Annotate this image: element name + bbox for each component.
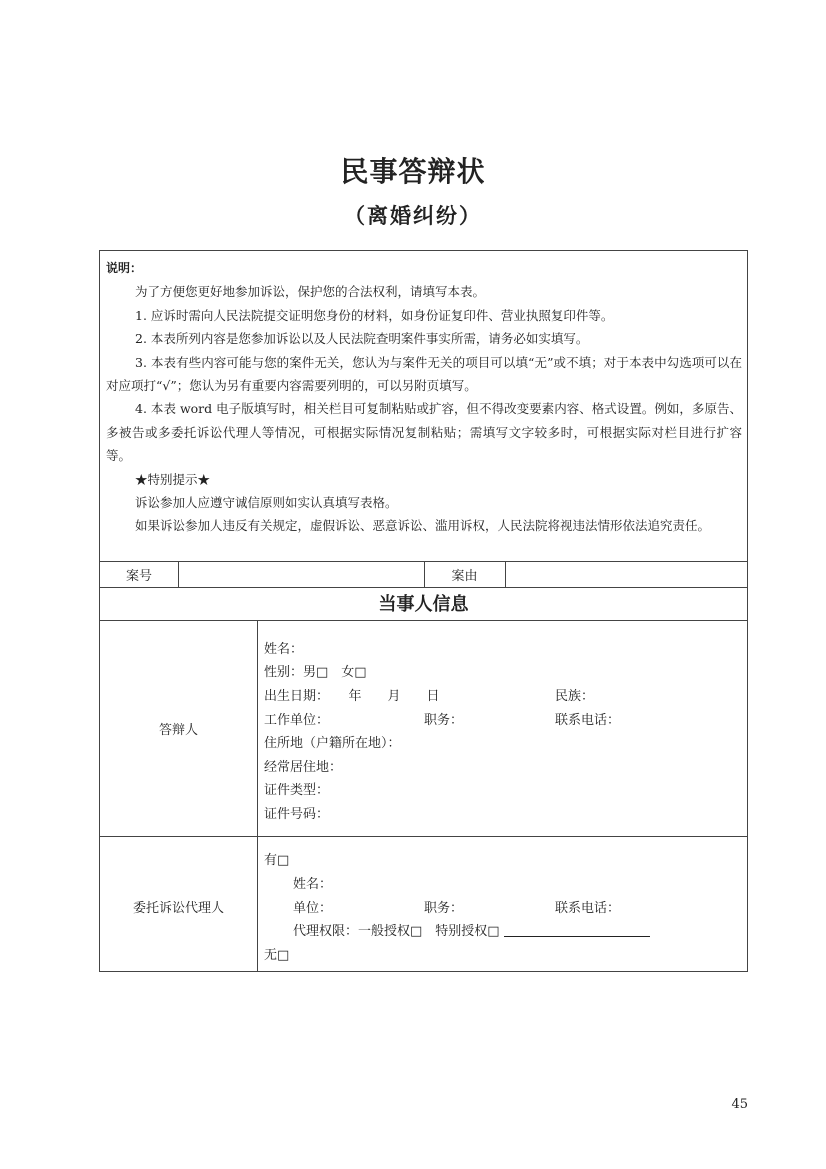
- document-subtitle: （离婚纠纷）: [344, 204, 482, 228]
- page-number: 45: [731, 1097, 748, 1112]
- column-divider: [505, 561, 506, 587]
- respondent-domicile-field[interactable]: 住所地（户籍所在地）：: [264, 736, 401, 751]
- respondent-id-number-field[interactable]: 证件号码：: [264, 807, 330, 822]
- case-number-label: 案号: [125, 569, 152, 584]
- authority-blank-line[interactable]: [504, 926, 650, 937]
- agent-label: 委托诉讼代理人: [132, 901, 224, 916]
- agent-phone-field[interactable]: 联系电话：: [555, 901, 621, 916]
- cause-label: 案由: [451, 569, 478, 584]
- agent-name-field[interactable]: 姓名：: [293, 877, 333, 892]
- respondent-ethnicity-field[interactable]: 民族：: [555, 689, 595, 704]
- answer-form-table: [99, 250, 748, 972]
- respondent-birth-field[interactable]: 出生日期： 年 月 日: [264, 689, 440, 704]
- row-divider: [100, 587, 747, 588]
- party-info-title: 当事人信息: [378, 594, 469, 615]
- instruction-paragraph: 为了方便您更好地参加诉讼，保护您的合法权利，请填写本表。: [135, 284, 486, 300]
- agent-authority-options[interactable]: 代理权限：一般授权□ 特别授权□: [293, 924, 500, 939]
- column-divider: [257, 620, 258, 972]
- row-divider: [100, 620, 747, 621]
- instruction-paragraph: 1. 应诉时需向人民法院提交证明您身份的材料，如身份证复印件、营业执照复印件等。: [135, 307, 614, 323]
- agent-position-field[interactable]: 职务：: [424, 901, 464, 916]
- instruction-paragraph: 诉讼参加人应遵守诚信原则如实认真填写表格。: [135, 495, 398, 511]
- special-notice-heading: ★特别提示★: [135, 471, 211, 487]
- respondent-employer-field[interactable]: 工作单位：: [264, 713, 330, 728]
- respondent-residence-field[interactable]: 经常居住地：: [264, 760, 343, 775]
- column-divider: [178, 561, 179, 587]
- document-title: 民事答辩状: [340, 155, 486, 188]
- row-divider: [100, 836, 747, 837]
- agent-unit-field[interactable]: 单位：: [293, 901, 333, 916]
- agent-authority-row[interactable]: [293, 920, 650, 939]
- instruction-paragraph: 2. 本表所列内容是您参加诉讼以及人民法院查明案件事实所需，请务必如实填写。: [135, 331, 589, 347]
- respondent-gender-field[interactable]: 性别：男□ 女□: [264, 665, 367, 680]
- agent-none-checkbox[interactable]: 无□: [264, 948, 290, 963]
- respondent-name-field[interactable]: 姓名：: [264, 642, 304, 657]
- instruction-paragraph: 4. 本表 word 电子版填写时，相关栏目可复制粘贴或扩容，但不得改变要素内容、格式设置。例如，多原告、多被告或多委托诉讼代理人等情况，可根据实际情况复制粘贴；需填写文字较多时，可根据实际对栏目进行扩容等。: [106, 401, 742, 464]
- instructions-heading: 说明：: [106, 261, 143, 275]
- agent-has-checkbox[interactable]: 有□: [264, 853, 290, 868]
- respondent-label: 答辩人: [158, 723, 198, 738]
- instruction-paragraph: 3. 本表有些内容可能与您的案件无关，您认为与案件无关的项目可以填“无”或不填；对于本表中勾选项可以在对应项打“√”；您认为另有重要内容需要列明的，可以另附页填写。: [106, 354, 742, 394]
- instruction-paragraph: 如果诉讼参加人违反有关规定，虚假诉讼、恶意诉讼、滥用诉权，人民法院将视违法情形依法追究责任。: [135, 518, 711, 534]
- respondent-phone-field[interactable]: 联系电话：: [555, 713, 621, 728]
- respondent-id-type-field[interactable]: 证件类型：: [264, 783, 330, 798]
- instructions-block: [106, 257, 742, 538]
- respondent-position-field[interactable]: 职务：: [424, 713, 464, 728]
